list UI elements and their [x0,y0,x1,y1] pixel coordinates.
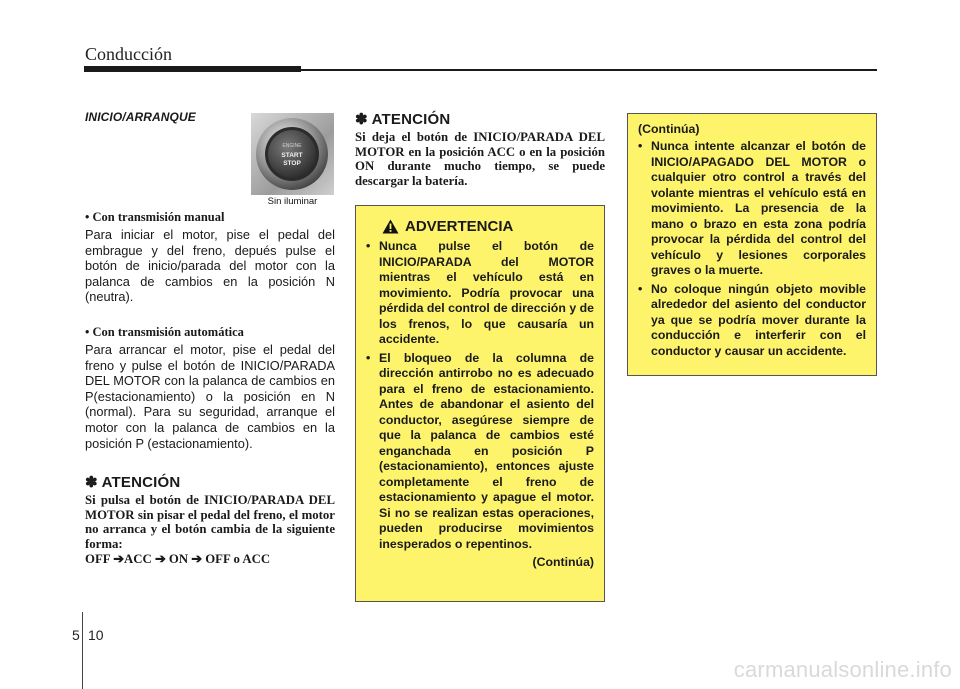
attention-title: ✽ ATENCIÓN [85,474,181,492]
attention-text-2: Si deja el botón de INICIO/PARADA DEL MOTOR en la posición ACC o en la posición ON durante mucho tiempo, se puede descargar la batería. [355,130,605,188]
automatic-text: Para arrancar el motor, pise el pedal del freno y pulse el botón de INICIO/PARADA DEL MOTOR con la palanca de cambios en P(estacionamiento) o la posición en N (normal). Para su seguridad, arranque el motor con la palanca de cambios en la posición P (estacionamiento). [85,341,335,451]
chapter-title: Conducción [85,44,172,64]
warning-list [366,239,594,552]
button-label-engine: ENGINE [282,143,302,149]
continues-label: (Continúa) [532,555,594,569]
warning-item: • No coloque ningún objeto movible alrededor del asiento del conductor ya que se podría mover durante la conducción e interferir con el conductor y causar un accidente. [638,281,866,358]
watermark: carmanualsonline.info [733,657,952,682]
engine-start-stop-button-image [251,113,334,195]
warning-triangle-icon [382,219,399,234]
continued-label: (Continúa) [638,122,700,136]
button-photo-figure [251,113,334,210]
warning-box-continued [627,113,877,376]
manual-text: Para iniciar el motor, pise el pedal del embrague y del freno, depués pulse el botón de inicio/parada del motor con la palanca de cambios en la posición N (neutra). [85,227,335,305]
warning-item: • El bloqueo de la columna de dirección antirrobo no es adecuado para el freno de estacionamiento. Antes de abandonar el asiento del conductor, asegúrese siempre de que la palanca de cambios esté enganchada en posición P (estacionamiento), entonces ajuste completamente el freno de estacionamiento y apague el motor. Si no se realizan estas operaciones, pueden producirse movimientos inesperados o repentinos. [366,350,594,551]
warning-list-continued [638,139,866,359]
warning-box [355,205,605,602]
button-label-start: START [281,152,303,159]
middle-column [355,110,605,188]
automatic-subheading: • Con transmisión automática [85,324,244,339]
footer-divider [82,612,83,689]
warning-item: • Nunca pulse el botón de INICIO/PARADA del MOTOR mientras el vehículo está en movimiento. Podría provocar una pérdida del control de dirección y de los frenos, lo que causaría un accidente. [366,239,594,346]
attention-text: Si pulsa el botón de INICIO/PARADA DEL MOTOR sin pisar el pedal del freno, el motor no arranca y el botón cambia de la siguiente forma: [85,493,335,551]
header-rule-thin [301,69,877,71]
photo-caption: Sin iluminar [267,196,318,207]
section-heading: INICIO/ARRANQUE [85,110,196,124]
manual-subheading: • Con transmisión manual [85,210,225,224]
warning-header [382,218,594,235]
attention-sequence: OFF ➔ACC ➔ ON ➔ OFF o ACC [85,551,271,566]
button-label-stop: STOP [283,160,301,167]
warning-item: • Nunca intente alcanzar el botón de INICIO/APAGADO DEL MOTOR o cualquier otro control a través del volante mientras el vehículo está en movimiento. La presencia de la mano o brazo en esta zona podría provocar la pérdida del control del vehículo y lesiones corporales graves o la muerte. [638,139,866,277]
attention-title-2: ✽ ATENCIÓN [355,111,451,128]
header-rule-thick [84,66,301,72]
page-number: 10 [88,627,104,643]
section-number: 5 [72,627,80,643]
warning-title: ADVERTENCIA [405,218,514,235]
